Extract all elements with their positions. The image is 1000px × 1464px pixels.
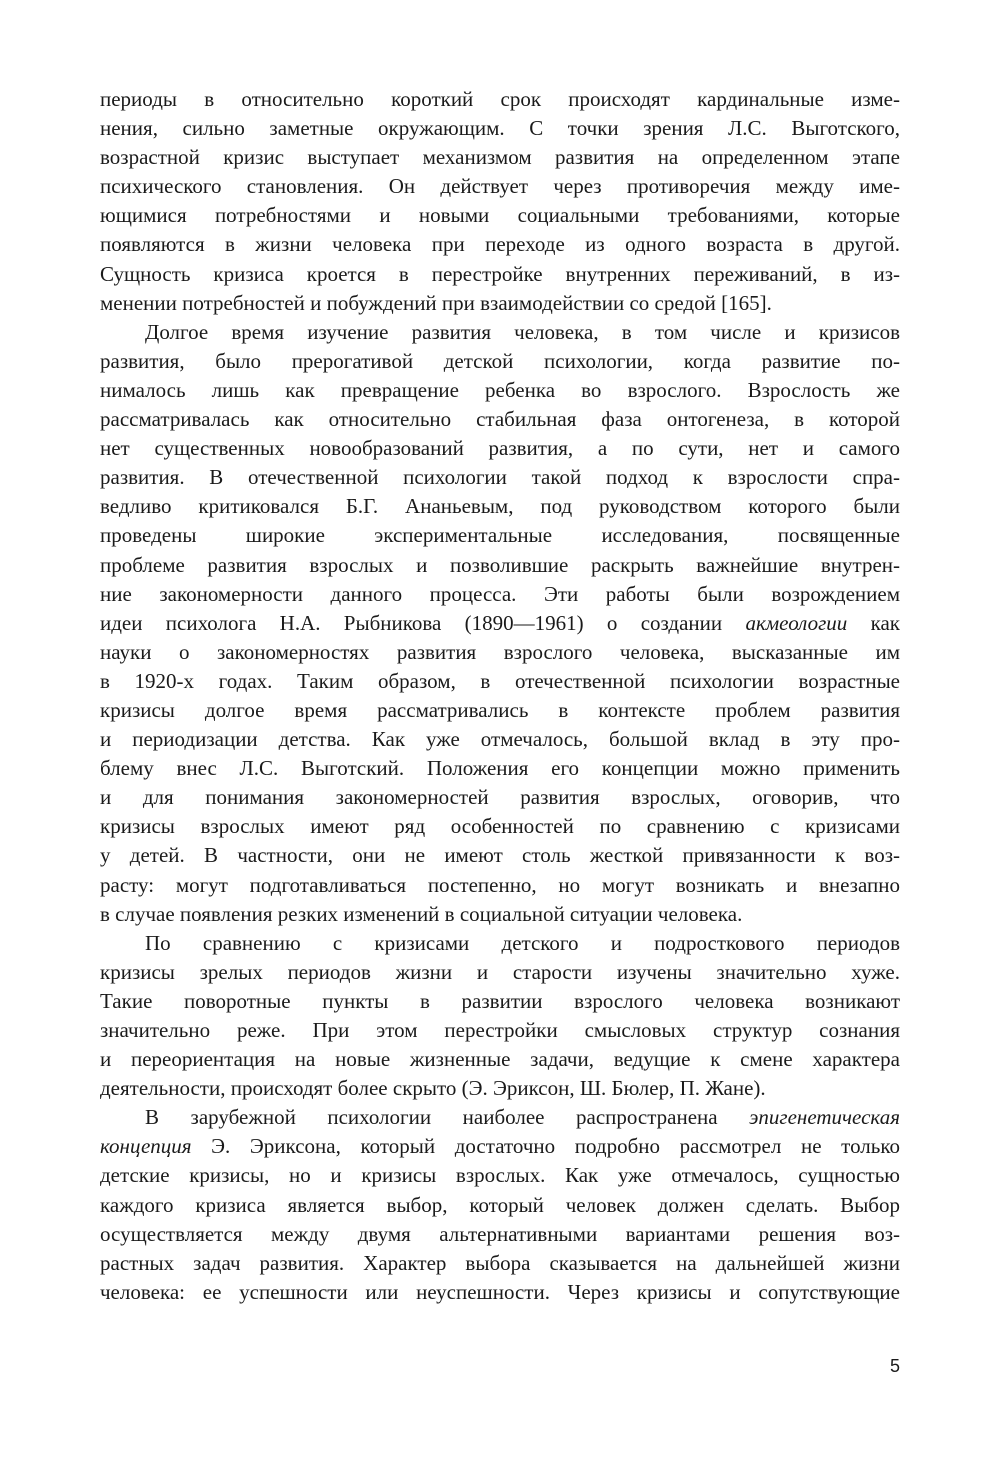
text-line: ющимися потребностями и новыми социальными требованиями, которые [100, 203, 900, 228]
text-line: По сравнению с кризисами детского и подросткового периодов [145, 930, 900, 955]
text-line: каждого кризиса является выбор, который человек должен сделать. Выбор [100, 1192, 900, 1217]
text-line: нималось лишь как превращение ребенка во взрослого. Взрослость же [100, 377, 900, 402]
text-line: деятельности, происходят более скрыто (Э. Эриксон, Ш. Бюлер, П. Жане). [100, 1076, 766, 1101]
text-line: проведены широкие экспериментальные исследования, посвященные [100, 523, 900, 548]
text-line: ние закономерности данного процесса. Эти работы были возрождением [100, 581, 900, 606]
page-body [100, 85, 900, 1307]
text-line: в 1920-х годах. Таким образом, в отечественной психологии возрастные [100, 668, 900, 693]
text-line: В зарубежной психологии наиболее распространена эпигенетическая [145, 1105, 900, 1130]
text-line: человека: ее успешности или неуспешности. Через кризисы и сопутствующие [100, 1279, 900, 1304]
text-line: и переориентация на новые жизненные задачи, ведущие к смене характера [100, 1047, 900, 1072]
text-line: кризисы взрослых имеют ряд особенностей по сравнению с кризисами [100, 814, 900, 839]
text-line: детские кризисы, но и кризисы взрослых. Как уже отмечалось, сущностью [100, 1163, 900, 1188]
paragraph-2 [100, 318, 900, 929]
text-line: проблеме развития взрослых и позволившие раскрыть важнейшие внутрен- [100, 552, 900, 577]
text-line: Сущность кризиса кроется в перестройке внутренних переживаний, в из- [100, 261, 900, 286]
paragraph-3 [100, 929, 900, 1104]
text-line: психического становления. Он действует через противоречия между име- [100, 174, 900, 199]
text-line: и периодизации детства. Как уже отмечалось, большой вклад в эту про- [100, 727, 900, 752]
text-line: периоды в относительно короткий срок происходят кардинальные изме- [100, 87, 900, 111]
text-line: развития, было прерогативой детской психологии, когда развитие по- [100, 348, 900, 373]
text-line: появляются в жизни человека при переходе из одного возраста в другой. [100, 232, 900, 257]
text-line: растных задач развития. Характер выбора сказывается на дальнейшей жизни [100, 1250, 900, 1275]
text-line: нет существенных новообразований развития, а по сути, нет и самого [100, 436, 900, 461]
text-line: развития. В отечественной психологии такой подход к взрослости спра- [100, 465, 900, 490]
text-line: возрастной кризис выступает механизмом развития на определенном этапе [100, 145, 900, 170]
text-line: блему внес Л.С. Выготский. Положения его концепции можно применить [100, 756, 900, 781]
text-line: нения, сильно заметные окружающим. С точки зрения Л.С. Выготского, [100, 116, 900, 141]
text-line: кризисы долгое время рассматривались в контексте проблем развития [100, 697, 900, 722]
text-line: значительно реже. При этом перестройки смысловых структур сознания [100, 1018, 900, 1042]
text-line: ведливо критиковался Б.Г. Ананьевым, под руководством которого были [100, 494, 900, 519]
text-line: Такие поворотные пункты в развитии взрослого человека возникают [100, 988, 900, 1013]
text-line: концепция Э. Эриксона, который достаточно подробно рассмотрел не только [100, 1134, 900, 1159]
text-line: науки о закономерностях развития взрослого человека, высказанные им [100, 639, 900, 664]
text-line: кризисы зрелых периодов жизни и старости изучены значительно хуже. [100, 959, 900, 984]
text-line: менении потребностей и побуждений при взаимодействии со средой [165]. [100, 290, 772, 315]
text-line: рассматривалась как относительно стабильная фаза онтогенеза, в которой [100, 407, 900, 432]
text-line: расту: могут подготавливаться постепенно, но могут возникать и внезапно [100, 872, 900, 897]
text-line: в случае появления резких изменений в социальной ситуации человека. [100, 901, 743, 926]
text-line: Долгое время изучение развития человека, в том числе и кризисов [145, 319, 900, 344]
paragraph-4 [100, 1103, 900, 1307]
text-line: и для понимания закономерностей развития взрослых, оговорив, что [100, 785, 900, 810]
paragraph-1 [100, 85, 900, 318]
page-number: 5 [889, 1356, 900, 1376]
text-line: идеи психолога Н.А. Рыбникова (1890—1961) о создании акмеологии как [100, 610, 900, 635]
text-line: осуществляется между двумя альтернативными вариантами решения воз- [100, 1221, 900, 1246]
text-line: у детей. В частности, они не имеют столь жесткой привязанности к воз- [100, 843, 900, 868]
